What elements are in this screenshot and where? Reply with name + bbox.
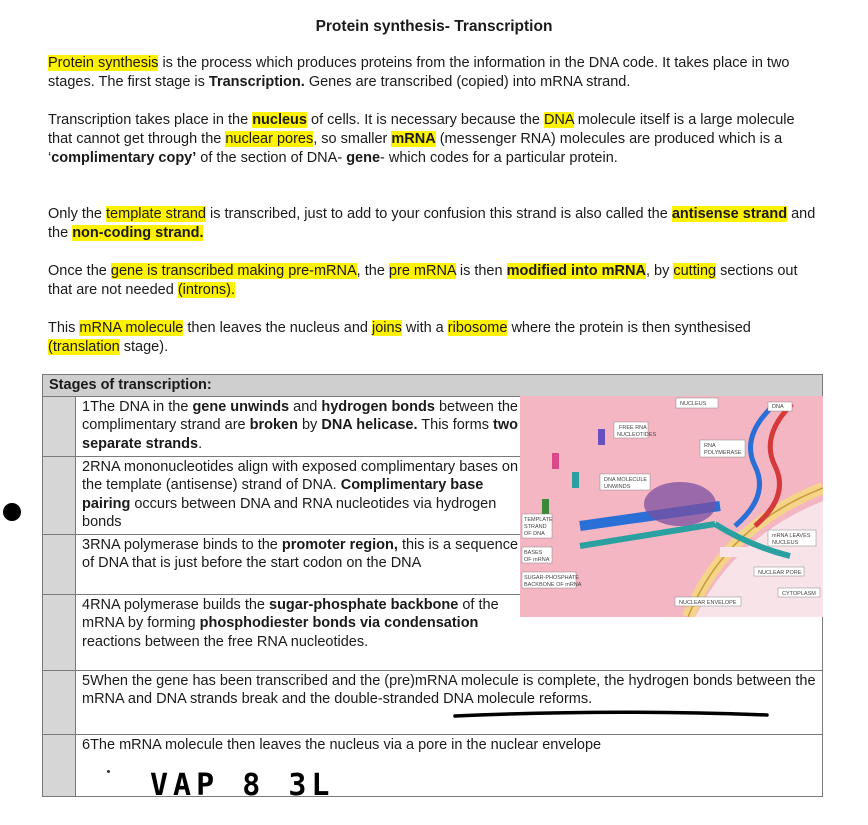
bold-text: phosphodiester bonds via condensation <box>199 615 479 631</box>
text: and the <box>48 206 816 241</box>
bold-text: sugar-phosphate backbone <box>269 596 459 613</box>
highlight: ribosome <box>447 320 508 336</box>
handwritten-note: VAP 8 3L <box>150 768 335 803</box>
diagram-svg <box>520 396 823 617</box>
label-unwinds: UNWINDS <box>604 484 631 490</box>
label-mrna-leaves: mRNA LEAVES <box>772 533 811 539</box>
highlight: non-coding strand. <box>72 225 204 241</box>
free-nucleotide <box>552 453 559 469</box>
bold-text: broken <box>249 417 298 433</box>
label-rna: RNA <box>704 443 716 449</box>
intro-paragraph <box>48 54 818 92</box>
bold-text: gene unwinds <box>192 398 290 415</box>
highlight: nuclear pores <box>225 131 314 147</box>
label-nucleus: NUCLEUS <box>680 401 707 407</box>
bold-text: gene <box>346 150 381 166</box>
row-marker <box>43 594 76 670</box>
highlight: nucleus <box>252 112 307 128</box>
text: is the process which produces proteins from the information in the DNA code. It takes place in two stages. The first stage is <box>48 55 790 90</box>
text: (messenger RNA) molecules are produced which is a ‘ <box>48 131 783 166</box>
row-marker <box>43 534 76 594</box>
label-dna-molecule: DNA MOLECULE <box>604 477 648 483</box>
step-number: 4 <box>82 596 91 613</box>
highlight: joins <box>372 320 402 336</box>
bold-text: DNA helicase. <box>321 417 418 433</box>
label-backbone: BACKBONE OF mRNA <box>524 582 582 588</box>
label-nucleotides: NUCLEOTIDES <box>617 432 657 438</box>
text: , by <box>645 263 674 279</box>
text: is then <box>455 263 507 279</box>
text: RNA mononucleotides align with exposed complimentary bases on the template (antisense) strand of DNA. <box>82 458 519 493</box>
step-number: 5 <box>82 672 91 689</box>
text: . <box>198 435 203 452</box>
text: of cells. It is necessary because the <box>306 112 544 128</box>
highlight: antisense strand <box>671 206 788 222</box>
row-marker <box>43 734 76 796</box>
text: Once the <box>48 263 111 279</box>
label-free-rna: FREE RNA <box>619 425 647 431</box>
text: of the mRNA by forming <box>82 596 499 631</box>
text: of the section of DNA- <box>196 150 347 166</box>
text: This <box>48 320 80 336</box>
text: is transcribed, just to add to your confusion this strand is also called the <box>205 206 672 222</box>
highlight: (translation <box>48 339 120 355</box>
translation-paragraph <box>48 319 818 357</box>
label-nucleus-2: NUCLEUS <box>772 540 799 546</box>
text: , so smaller <box>313 131 392 147</box>
bold-text: promoter region, <box>281 536 398 553</box>
label-strand: STRAND <box>524 524 547 530</box>
template-strand-paragraph <box>48 205 818 243</box>
label-cytoplasm: CYTOPLASM <box>782 591 816 597</box>
text: molecule itself is a large molecule that cannot get through the <box>48 112 795 147</box>
highlight: mRNA <box>391 131 436 147</box>
row-marker <box>43 396 76 456</box>
text: where the protein is then synthesised <box>507 320 751 336</box>
pre-mrna-paragraph <box>48 262 818 300</box>
row-marker <box>43 456 76 534</box>
text: stage). <box>119 339 169 355</box>
highlight: gene is transcribed making pre-mRNA <box>110 263 357 279</box>
label-of-mrna: OF mRNA <box>524 557 550 563</box>
label-template: TEMPLATE <box>524 517 553 523</box>
text: sections out that are not needed <box>48 263 798 298</box>
highlight: Protein synthesis <box>48 55 159 71</box>
text: reactions between the free RNA nucleotides. <box>82 633 369 650</box>
nucleus-paragraph <box>48 111 818 168</box>
text: this is a sequence of DNA that is just before the start codon on the DNA <box>82 536 519 571</box>
text: occurs between DNA and RNA nucleotides via hydrogen bonds <box>82 495 497 530</box>
text: RNA polymerase binds to the <box>90 536 282 553</box>
text: then leaves the nucleus and <box>183 320 373 336</box>
free-nucleotide <box>542 499 549 515</box>
page-title: Protein synthesis- Transcription <box>315 18 553 35</box>
text: Genes are transcribed (copied) into mRNA strand. <box>304 74 631 90</box>
bold-text: hydrogen bonds <box>321 398 435 415</box>
row-marker <box>43 670 76 734</box>
text: and <box>289 398 322 415</box>
label-polymerase: POLYMERASE <box>704 450 742 456</box>
transcription-diagram <box>520 396 823 617</box>
text: by <box>297 417 322 433</box>
label-bases: BASES <box>524 550 543 556</box>
step-number: 6 <box>82 736 91 753</box>
text: The mRNA molecule then leaves the nucleus via a pore in the nuclear envelope <box>90 736 602 753</box>
step-number: 3 <box>82 536 91 553</box>
bold-text: Transcription. <box>208 74 305 90</box>
free-nucleotide <box>572 472 579 488</box>
label-sugar-phosphate: SUGAR-PHOSPHATE <box>524 575 579 581</box>
highlight: pre mRNA <box>388 263 456 279</box>
label-nuclear-pore: NUCLEAR PORE <box>758 570 802 576</box>
highlight: modified into mRNA <box>506 263 646 279</box>
bold-text: complimentary copy’ <box>51 150 197 166</box>
step-5-cell <box>76 670 823 734</box>
bold-text: two separate strands <box>82 417 518 452</box>
highlight: cutting <box>673 263 717 279</box>
ink-dot <box>107 770 110 773</box>
table-header-row <box>43 375 823 397</box>
text: with a <box>401 320 448 336</box>
table-row <box>43 670 823 734</box>
label-of-dna: OF DNA <box>524 531 545 537</box>
text: When the gene has been transcribed and the (pre)mRNA molecule is complete, the hydrogen bonds between the mRNA and DNA strands break and the double-stranded DNA molecule reforms. <box>82 672 816 707</box>
free-nucleotide <box>598 429 605 445</box>
underline-mark <box>452 706 772 720</box>
step-number: 1 <box>82 398 91 415</box>
highlight: mRNA molecule <box>79 320 184 336</box>
text: The DNA in the <box>90 398 193 415</box>
text: Transcription takes place in the <box>48 112 253 128</box>
table-header: Stages of transcription: <box>43 375 823 397</box>
text: Only the <box>48 206 107 222</box>
text: RNA polymerase builds the <box>90 596 269 613</box>
bold-text: Complimentary base pairing <box>82 477 484 512</box>
label-nuclear-envelope: NUCLEAR ENVELOPE <box>679 600 737 606</box>
bullet-mark <box>3 503 21 521</box>
label-dna: DNA <box>772 404 784 410</box>
step-number: 2 <box>82 458 91 475</box>
rna-polymerase <box>644 482 716 526</box>
text: , the <box>356 263 389 279</box>
text: - which codes for a particular protein. <box>380 150 618 166</box>
highlight: DNA <box>543 112 574 128</box>
highlight: (introns). <box>177 282 236 298</box>
text: between the complimentary strand are <box>82 398 518 433</box>
text: This forms <box>417 417 493 433</box>
highlight: template strand <box>106 206 206 222</box>
